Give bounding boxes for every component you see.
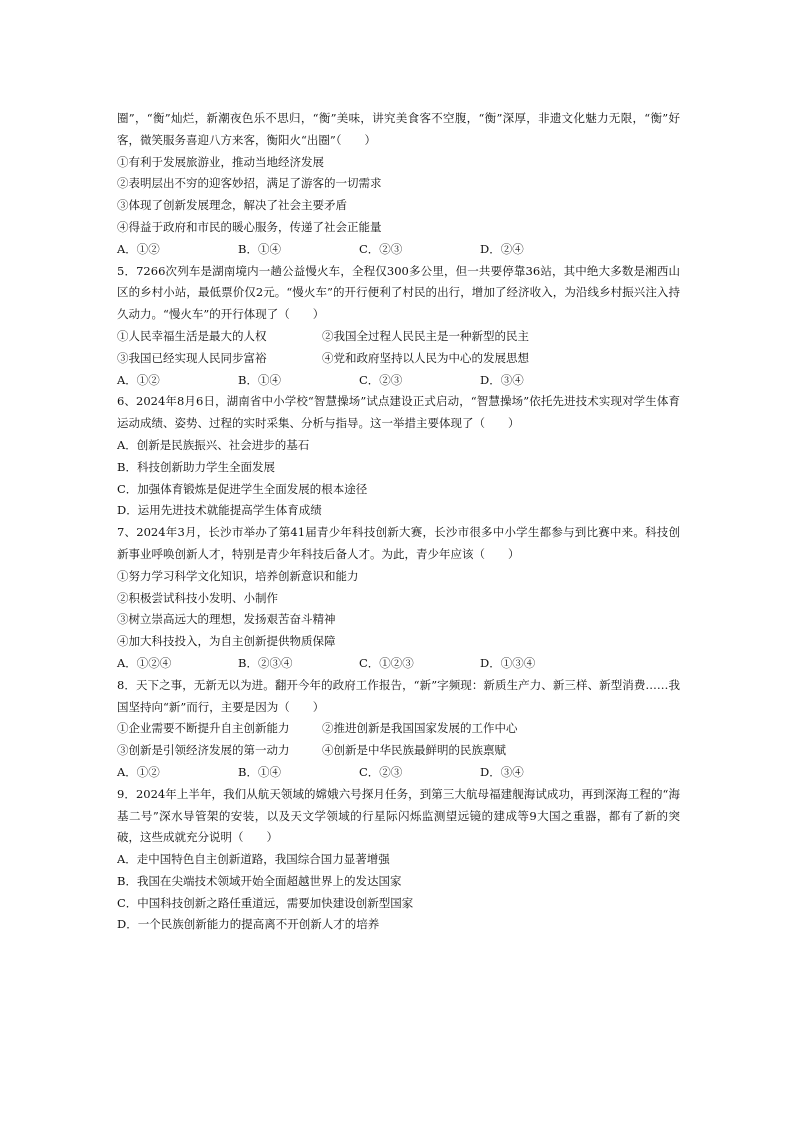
question-4-item-3: ③体现了创新发展理念，解决了社会主要矛盾	[117, 198, 347, 213]
question-8-item-2: ②推进创新是我国国家发展的工作中心	[322, 721, 518, 736]
question-4-option-b[interactable]: B．①④	[238, 241, 281, 256]
question-8-option-c[interactable]: C．②③	[359, 764, 403, 779]
question-5-option-c[interactable]: C．②③	[359, 372, 403, 387]
question-9-option-a[interactable]: A．走中国特色自主创新道路，我国综合国力显著增强	[117, 852, 390, 867]
question-5	[117, 261, 680, 392]
question-4-option-a[interactable]: A．①②	[117, 241, 160, 256]
question-8-option-d[interactable]: D．③④	[480, 764, 524, 779]
question-9-option-b[interactable]: B．我国在尖端技术领域开始全面超越世界上的发达国家	[117, 873, 402, 888]
question-8-options	[117, 762, 680, 784]
question-4-option-d[interactable]: D．②④	[480, 241, 524, 256]
question-7-item-2: ②积极尝试科技小发明、小制作	[117, 590, 278, 605]
question-9-stem: 9．2024年上半年，我们从航天领域的嫦娥六号探月任务，到第三大航母福建舰海试成功，再到深海工程的“海基二号”深水导管架的安装，以及天文学领域的行星际闪烁监测望远镜的建成等9大国之重器，都有了新的突破，这些成就充分说明（ ）	[117, 786, 680, 845]
question-6	[117, 391, 680, 522]
question-4-item-4: ④得益于政府和市民的暖心服务，传递了社会正能量	[117, 219, 382, 234]
question-6-stem: 6、2024年8月6日，湖南省中小学校“智慧操场”试点建设正式启动，“智慧操场”依托先进技术实现对学生体育运动成绩、姿势、过程的实时采集、分析与指导。这一举措主要体现了（ ）	[117, 394, 680, 431]
question-7-option-a[interactable]: A．①②④	[117, 655, 172, 670]
question-5-item-4: ④党和政府坚持以人民为中心的发展思想	[322, 350, 529, 365]
question-8	[117, 675, 680, 784]
question-8-item-4: ④创新是中华民族最鲜明的民族禀赋	[322, 743, 506, 758]
question-5-option-b[interactable]: B．①④	[238, 372, 281, 387]
question-6-option-d[interactable]: D．运用先进技术就能提高学生体育成绩	[117, 503, 322, 518]
question-8-items-row-1	[117, 718, 680, 740]
question-7-option-b[interactable]: B．②③④	[238, 655, 293, 670]
question-7-stem: 7、2024年3月，长沙市举办了第41届青少年科技创新大赛，长沙市很多中小学生都参与到比赛中来。科技创新事业呼唤创新人才，特别是青少年科技后备人才。为此，青少年应该（ ）	[117, 525, 680, 561]
question-8-option-a[interactable]: A．①②	[117, 764, 160, 779]
question-5-option-a[interactable]: A．①②	[117, 372, 160, 387]
question-4-item-2: ②表明层出不穷的迎客妙招，满足了游客的一切需求	[117, 176, 382, 191]
question-8-option-b[interactable]: B．①④	[238, 764, 281, 779]
question-5-item-3: ③我国已经实现人民同步富裕	[117, 350, 267, 365]
question-7-item-4: ④加大科技投入，为自主创新提供物质保障	[117, 634, 336, 649]
question-5-options	[117, 370, 680, 392]
question-9	[117, 784, 680, 937]
question-8-item-3: ③创新是引领经济发展的第一动力	[117, 743, 290, 758]
question-5-items-row-1	[117, 326, 680, 348]
question-6-option-a[interactable]: A．创新是民族振兴、社会进步的基石	[117, 437, 310, 452]
question-7-item-3: ③树立崇高远大的理想，发扬艰苦奋斗精神	[117, 612, 336, 627]
question-4-item-1: ①有利于发展旅游业，推动当地经济发展	[117, 154, 324, 169]
question-4-option-c[interactable]: C．②③	[359, 241, 403, 256]
question-4	[117, 108, 680, 261]
question-6-option-b[interactable]: B．科技创新助力学生全面发展	[117, 459, 275, 474]
question-8-items-row-2	[117, 740, 680, 762]
question-5-option-d[interactable]: D．③④	[480, 372, 524, 387]
question-4-options	[117, 239, 680, 261]
question-5-item-2: ②我国全过程人民民主是一种新型的民主	[322, 328, 529, 343]
question-7-option-c[interactable]: C．①②③	[359, 655, 414, 670]
question-7-item-1: ①努力学习科学文化知识，培养创新意识和能力	[117, 568, 359, 583]
question-5-item-1: ①人民幸福生活是最大的人权	[117, 328, 267, 343]
question-9-option-d[interactable]: D．一个民族创新能力的提高离不开创新人才的培养	[117, 917, 380, 932]
question-6-option-c[interactable]: C．加强体育锻炼是促进学生全面发展的根本途径	[117, 481, 368, 496]
question-4-stem: 圈”，“衡”灿烂，新潮夜色乐不思归，“衡”美味，讲究美食客不空腹，“衡”深厚，非遗文化魅力无限，“衡”好客，微笑服务喜迎八方来客，衡阳火“出圈”（ ）	[117, 111, 680, 147]
question-5-items-row-2	[117, 348, 680, 370]
question-7-options	[117, 653, 680, 675]
question-8-item-1: ①企业需要不断提升自主创新能力	[117, 721, 290, 736]
question-9-option-c[interactable]: C．中国科技创新之路任重道远，需要加快建设创新型国家	[117, 895, 414, 910]
exam-page	[117, 108, 680, 936]
question-8-stem: 8．天下之事，无新无以为进。翻开今年的政府工作报告，“新”字频现：新质生产力、新三样、新型消费……我国坚持向“新”而行，主要是因为（ ）	[117, 677, 680, 714]
question-7-option-d[interactable]: D．①③④	[480, 655, 536, 670]
question-7	[117, 522, 680, 675]
question-5-stem: 5．7266次列车是湖南境内一趟公益慢火车，全程仅300多公里，但一共要停靠36站，其中绝大多数是湘西山区的乡村小站，最低票价仅2元。“慢火车”的开行便利了村民的出行，增加了经济收入，为沿线乡村振兴注入持久动力。“慢火车”的开行体现了（ ）	[117, 263, 680, 322]
